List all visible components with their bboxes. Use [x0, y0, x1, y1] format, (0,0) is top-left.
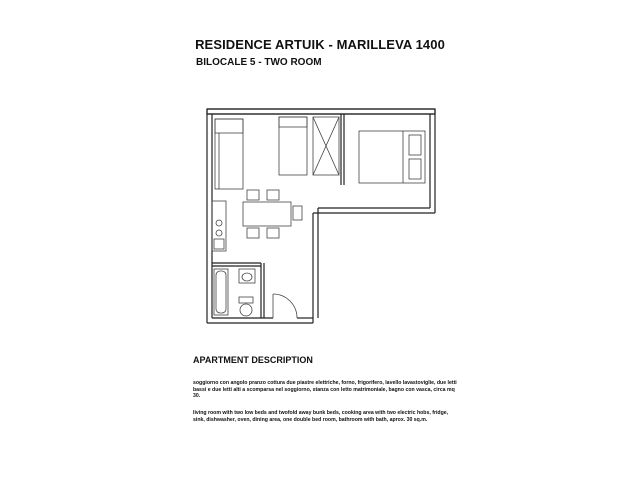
- bathroom-sink: [239, 269, 255, 283]
- description-italian: soggiorno con angolo pranzo cottura due piastre elettriche, forno, frigorifero, lavello lavastoviglie, due letti bassi e due letti alti a scomparsa nel soggiorno, stanza con letto matrimoniale, bagno con vasca, circa mq 30.: [193, 380, 457, 399]
- page-title: RESIDENCE ARTUIK - MARILLEVA 1400: [195, 37, 445, 52]
- double-bed: [359, 131, 425, 183]
- page-subtitle: BILOCALE 5 - TWO ROOM: [196, 57, 322, 68]
- dining-table: [243, 190, 302, 238]
- kitchenette: [212, 201, 226, 251]
- toilet: [239, 297, 253, 316]
- bunk-beds: [279, 117, 339, 175]
- description-heading: APARTMENT DESCRIPTION: [193, 355, 313, 365]
- sofa-bed-left: [215, 119, 243, 189]
- outer-walls: [207, 109, 435, 323]
- bathtub: [214, 269, 228, 315]
- entrance-door: [273, 294, 297, 318]
- floor-plan: [195, 105, 445, 335]
- description-english: living room with two low beds and twofold away bunk beds, cooking area with two electric hobs, fridge, sink, dishwasher, oven, dining area, one double bed room, bathroom with bath, aprox. 30 sq.m.: [193, 410, 449, 423]
